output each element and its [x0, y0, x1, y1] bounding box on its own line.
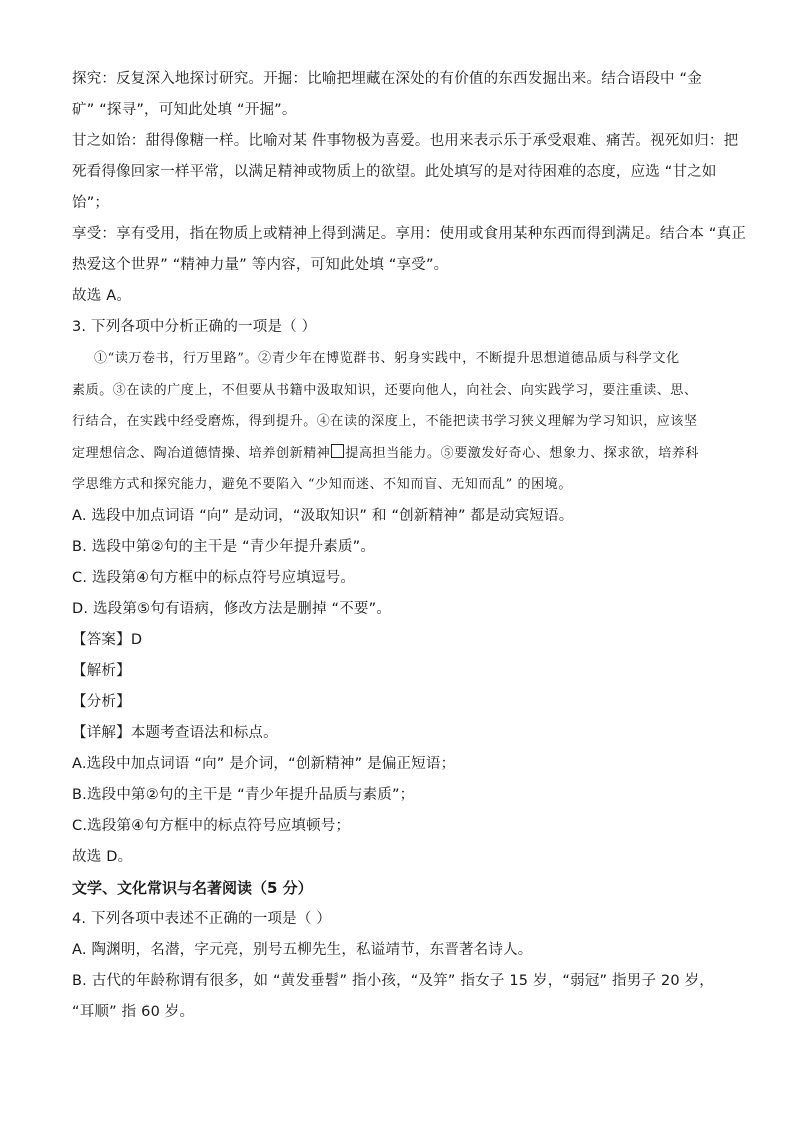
q4-option-a: A. 陶渊明，名潜，字元亮，别号五柳先生，私谥靖节，东晋著名诗人。 — [72, 941, 533, 958]
explanation-line: 享受：享有受用，指在物质上或精神上得到满足。享用：使用或食用某种东西而得到满足。结合本 “真正 — [72, 226, 747, 242]
q3-option-b: B. 选段中第②句的主干是 “青少年提升素质”。 — [72, 538, 376, 555]
q3-passage — [72, 343, 722, 501]
punctuation-blank-box — [331, 444, 344, 458]
detail-text: 本题考查语法和标点。 — [130, 724, 278, 741]
answer-value: D — [130, 631, 143, 648]
explanation-line: 甘之如饴：甜得像糖一样。比喻对某 件事物极为喜爱。也用来表示乐于承受艰难、痛苦。视死如归：把 — [72, 133, 739, 149]
q3-option-a: A. 选段中加点词语 “向” 是动词，“汲取知识” 和 “创新精神” 都是动宾短语。 — [72, 507, 574, 524]
q3-stem: 3. 下列各项中分析正确的一项是（ ） — [72, 319, 317, 335]
q2-conclusion: 故选 A。 — [72, 288, 132, 304]
explanation-line: 饴”； — [72, 195, 110, 211]
q3-explanation-a: A.选段中加点词语 “向” 是介词，“创新精神” 是偏正短语； — [72, 755, 456, 772]
explanation-line: 探究：反复深入地探讨研究。开掘：比喻把埋藏在深处的有价值的东西发掘出来。结合语段中 “金 — [72, 71, 702, 87]
passage-line: 行结合，在实践中经受磨炼，得到提升。④在读的深度上，不能把读书学习狭义理解为学习知识，应该坚 — [72, 414, 698, 429]
passage-line: 素质。③在读的广度上，不但要从书籍中汲取知识，还要向他人，向社会、向实践学习，要注重读、思、 — [72, 382, 698, 398]
explanation-line: 热爱这个世界” “精神力量” 等内容，可知此处填 “享受”。 — [72, 257, 449, 273]
answer-line — [72, 625, 722, 656]
q3-explanation-b: B.选段中第②句的主干是 “青少年提升品质与素质”； — [72, 786, 415, 803]
explanation-line: 矿” “探寻”，可知此处填 “开掘”。 — [72, 102, 297, 118]
detail-label: 【详解】 — [72, 724, 131, 741]
q4-option-b-continued: “耳顺” 指 60 岁。 — [72, 1003, 195, 1020]
passage-text: 提高担当能力。⑤要激发好奇心、想象力、探求欲，培养科 — [345, 445, 700, 461]
fenxi-label: 【分析】 — [72, 693, 131, 710]
passage-line — [72, 438, 722, 470]
passage-line: ①“读万卷书，行万里路”。②青少年在博览群书、躬身实践中，不断提升思想道德品质与科学文化 — [94, 351, 680, 366]
q4-option-b: B. 古代的年龄称谓有很多，如 “黄发垂髫” 指小孩，“及笄” 指女子 15 岁，“弱冠” 指男子 20 岁， — [72, 972, 715, 989]
answer-label: 【答案】 — [72, 631, 131, 648]
q3-option-c: C. 选段第④句方框中的标点符号应填逗号。 — [72, 569, 356, 586]
q4-stem: 4. 下列各项中表述不正确的一项是（ ） — [72, 910, 332, 927]
explanation-line: 死看得像回家一样平常，以满足精神或物质上的欲望。此处填写的是对待困难的态度，应选 “甘之如 — [72, 164, 717, 180]
q3-conclusion: 故选 D。 — [72, 848, 133, 865]
detail-line — [72, 718, 722, 749]
document-page — [72, 64, 747, 1028]
passage-line: 学思维方式和探究能力，避免不要陷入 “少知而迷、不知而盲、无知而乱” 的困境。 — [72, 477, 572, 492]
section-heading: 文学、文化常识与名著阅读（5 分） — [72, 878, 313, 897]
passage-text: 定理想信念、陶冶道德情操、培养创新精神 — [72, 445, 331, 461]
analysis-label: 【解析】 — [72, 662, 131, 679]
q3-option-d: D. 选段第⑤句有语病，修改方法是删掉 “不要”。 — [72, 600, 392, 617]
q3-explanation-c: C.选段第④句方框中的标点符号应填顿号； — [72, 817, 351, 834]
